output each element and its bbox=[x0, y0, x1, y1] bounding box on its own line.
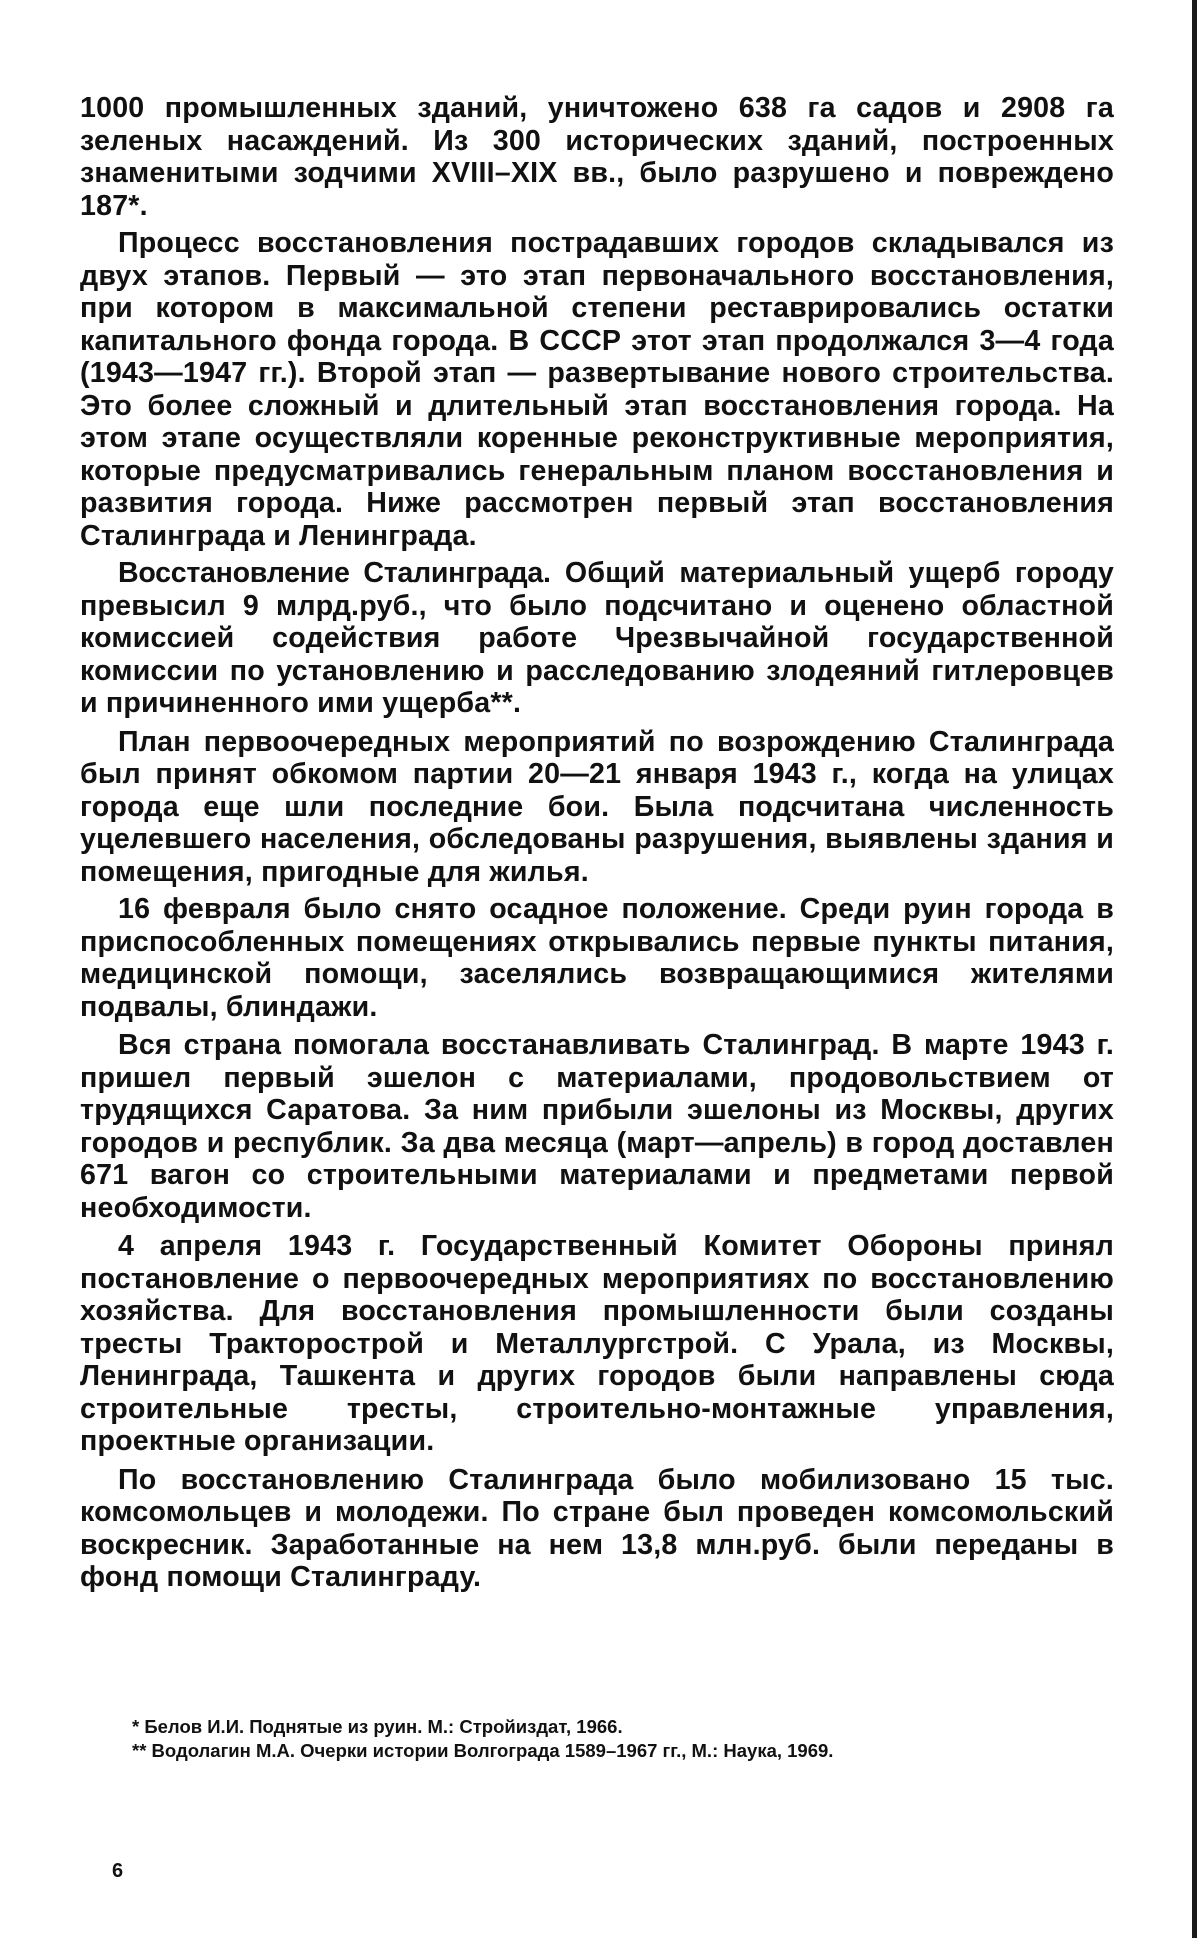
paragraph-stages: Процесс восстановления пострадавших городов складывался из двух этапов. Первый — это этап первоначального восстановления, при котором в максимальной степени реставрировались остатки капитального фонда города. В СССР этот этап продолжался 3—4 года (1943—1947 гг.). Второй этап — развертывание нового строительства. Это более сложный и длительный этап восстановления города. На этом этапе осуществляли коренные реконструктивные мероприятия, которые предусматривались генеральным планом восстановления и развития города. Ниже рассмотрен первый этап восстановления Сталинграда и Ленинграда. bbox=[80, 227, 1114, 552]
footnote-author: Водолагин М.А. bbox=[151, 1740, 296, 1761]
paragraph-gko: 4 апреля 1943 г. Государственный Комитет Обороны принял постановление о первоочередных мероприятиях по восстановлению хозяйства. Для восстановления промышленности были созданы тресты Тракторострой и Металлургстрой. С Урала, из Москвы, Ленинграда, Ташкента и других городов были направлены сюда строительные тресты, строительно-монтажные управления, проектные организации. bbox=[80, 1230, 1114, 1457]
section-heading-text: Общий материальный ущерб городу превысил 9 млрд.руб., что было подсчитано и оценено областной комиссией содействия работе Чрезвычайной государственной комиссии по установлению и расследованию злодеяний гитлеровцев и причиненного ими ущерба**. bbox=[80, 557, 1114, 719]
footnote-text: Поднятые из руин. М.: Стройиздат, 1966. bbox=[244, 1716, 623, 1737]
page-edge-line bbox=[1192, 0, 1197, 1938]
footnote-mark: ** bbox=[132, 1740, 147, 1761]
footnote-author: Белов И.И. bbox=[144, 1716, 245, 1737]
paragraph-continuation: 1000 промышленных зданий, уничтожено 638 га садов и 2908 га зеленых насаждений. Из 300 исторических зданий, построенных знаменитыми зодчими XVIII–XIX вв., было разрушено и повреждено 187*. bbox=[80, 92, 1114, 222]
page-number: 6 bbox=[112, 1860, 124, 1882]
paragraph-siege: 16 февраля было снято осадное положение. Среди руин города в приспособленных помещениях открывались первые пункты питания, медицинской помощи, заселялись возвращающимися жителями подвалы, блиндажи. bbox=[80, 893, 1114, 1023]
footnote-mark: * bbox=[132, 1716, 140, 1737]
paragraph-plan: План первоочередных мероприятий по возрождению Сталинграда был принят обкомом партии 20—21 января 1943 г., когда на улицах города еще шли последние бои. Была подсчитана численность уцелевшего населения, обследованы разрушения, выявлены здания и помещения, пригодные для жилья. bbox=[80, 725, 1114, 888]
footnotes bbox=[92, 1715, 1114, 1763]
body-text bbox=[80, 92, 1114, 1594]
paragraph-country-help: Вся страна помогала восстанавливать Сталинград. В марте 1943 г. пришел первый эшелон с материалами, продовольствием от трудящихся Саратова. За ним прибыли эшелоны из Москвы, других городов и республик. За два месяца (март—апрель) в город доставлен 671 вагон со строительными материалами и предметами первой необходимости. bbox=[80, 1029, 1114, 1224]
footnote-text: Очерки истории Волгограда 1589–1967 гг., М.: Наука, 1969. bbox=[295, 1740, 834, 1761]
section-heading: Восстановление Сталинграда. bbox=[118, 557, 551, 589]
paragraph-stalingrad-heading bbox=[80, 557, 1114, 720]
footnote bbox=[92, 1739, 1114, 1763]
footnote bbox=[92, 1715, 1114, 1739]
paragraph-komsomol: По восстановлению Сталинграда было мобилизовано 15 тыс. комсомольцев и молодежи. По стране был проведен комсомольский воскресник. Заработанные на нем 13,8 млн.руб. были переданы в фонд помощи Сталинграду. bbox=[80, 1463, 1114, 1593]
